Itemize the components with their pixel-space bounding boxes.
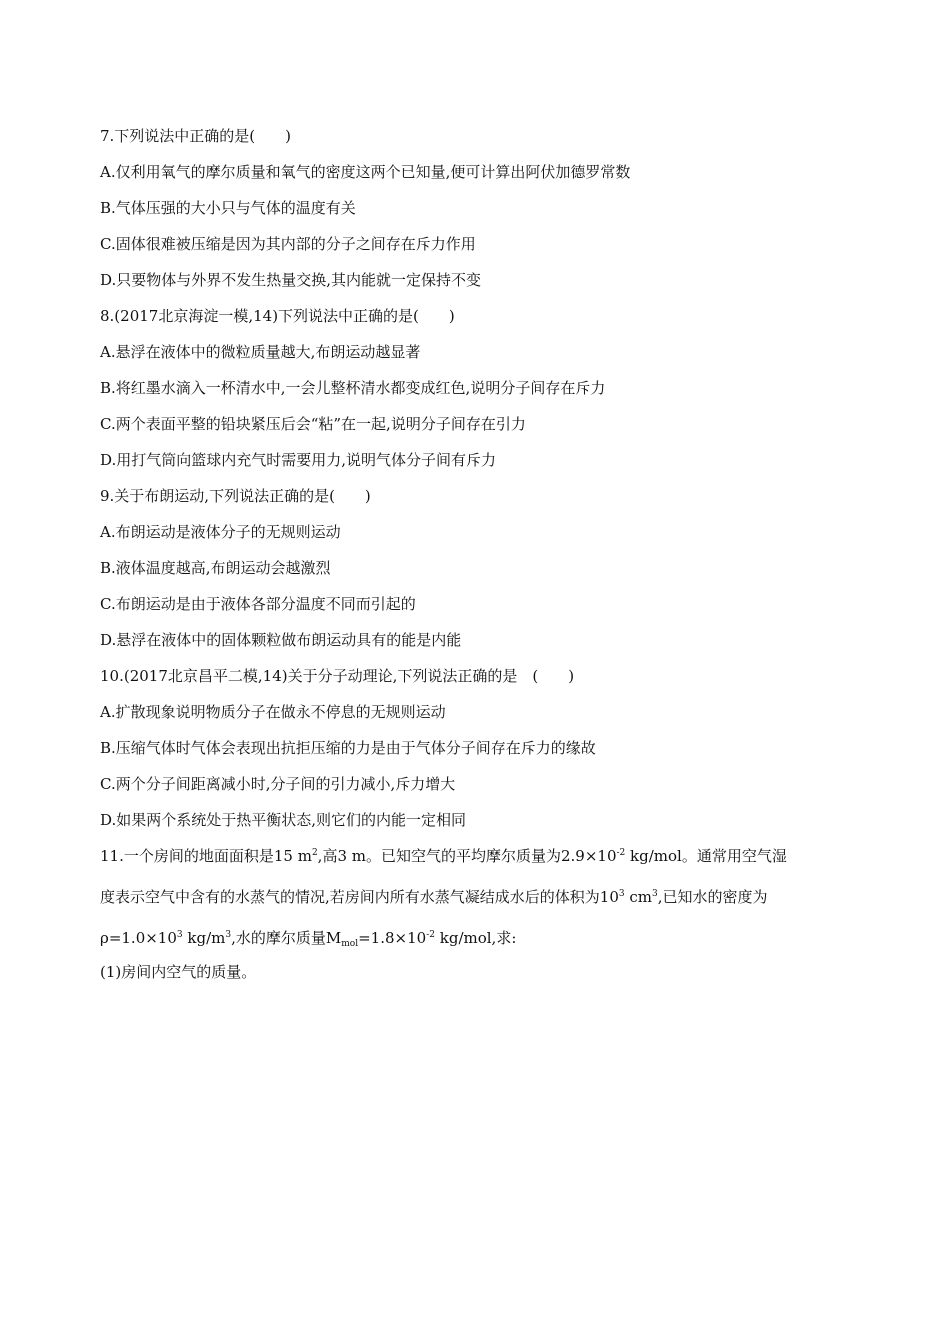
question-9-option-a: A.布朗运动是液体分子的无规则运动 [100,523,341,541]
q11-line2-superscript-2: 3 [652,889,658,899]
q11-line2-part-a: 度表示空气中含有的水蒸气的情况,若房间内所有水蒸气凝结成水后的体积为10 [100,888,619,906]
question-11-line-2 [100,887,768,907]
question-10-option-c: C.两个分子间距离减小时,分子间的引力减小,斥力增大 [100,775,456,793]
question-11-part-1: (1)房间内空气的质量。 [100,963,257,981]
q11-line3-part-b: kg/m [182,929,226,947]
question-7-option-c: C.固体很难被压缩是因为其内部的分子之间存在斥力作用 [100,235,476,253]
question-7-option-b: B.气体压强的大小只与气体的温度有关 [100,199,356,217]
question-7-stem: 7.下列说法中正确的是( ) [100,127,292,145]
q11-line2-superscript-1: 3 [618,889,625,899]
question-10-option-b: B.压缩气体时气体会表现出抗拒压缩的力是由于气体分子间存在斥力的缘故 [100,739,596,757]
question-8-option-c: C.两个表面平整的铅块紧压后会“粘”在一起,说明分子间存在引力 [100,415,526,433]
question-8-stem: 8.(2017北京海淀一模,14)下列说法中正确的是( ) [100,307,455,325]
q11-line1-part-b: ,高3 m。已知空气的平均摩尔质量为2.9×10 [317,847,617,865]
question-9-stem: 9.关于布朗运动,下列说法正确的是( ) [100,487,371,505]
question-7-option-d: D.只要物体与外界不发生热量交换,其内能就一定保持不变 [100,271,482,289]
q11-line1-part-c: kg/mol。通常用空气湿 [625,847,787,865]
q11-line3-part-e: kg/mol,求: [434,929,517,947]
question-8-option-b: B.将红墨水滴入一杯清水中,一会儿整杯清水都变成红色,说明分子间存在斥力 [100,379,606,397]
question-11-line-1 [100,846,787,866]
q11-line3-part-a: ρ=1.0×10 [100,929,177,947]
q11-line3-part-c: ,水的摩尔质量M [231,929,342,947]
q11-line2-part-b: cm [624,888,652,906]
q11-line2-part-c: ,已知水的密度为 [657,888,768,906]
q11-line3-superscript-3: -2 [426,930,435,940]
question-11-line-3 [100,928,516,948]
question-10-option-a: A.扩散现象说明物质分子在做永不停息的无规则运动 [100,703,446,721]
q11-line3-superscript-1: 3 [176,930,183,940]
q11-line1-superscript-2: -2 [616,848,626,858]
q11-line3-superscript-2: 3 [225,930,232,940]
question-9-option-c: C.布朗运动是由于液体各部分温度不同而引起的 [100,595,416,613]
question-9-option-d: D.悬浮在液体中的固体颗粒做布朗运动具有的能是内能 [100,631,462,649]
q11-line3-subscript: mol [341,939,359,949]
q11-line1-superscript-1: 2 [311,848,318,858]
question-9-option-b: B.液体温度越高,布朗运动会越激烈 [100,559,331,577]
question-7-option-a: A.仅利用氧气的摩尔质量和氧气的密度这两个已知量,便可计算出阿伏加德罗常数 [100,163,631,181]
question-8-option-a: A.悬浮在液体中的微粒质量越大,布朗运动越显著 [100,343,421,361]
q11-line1-part-a: 11.一个房间的地面面积是15 m [100,847,312,865]
question-10-stem: 10.(2017北京昌平二模,14)关于分子动理论,下列说法正确的是 ( ) [100,667,575,685]
q11-line3-part-d: =1.8×10 [358,929,427,947]
question-8-option-d: D.用打气筒向篮球内充气时需要用力,说明气体分子间有斥力 [100,451,497,469]
question-10-option-d: D.如果两个系统处于热平衡状态,则它们的内能一定相同 [100,811,467,829]
